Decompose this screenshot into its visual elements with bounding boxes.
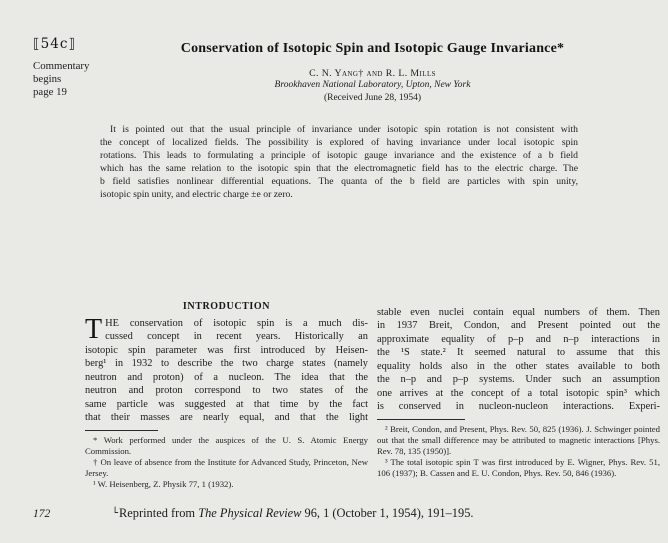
abstract xyxy=(100,123,578,202)
footnote: ¹ W. Heisenberg, Z. Physik 77, 1 (1932). xyxy=(93,478,234,489)
left-column-text xyxy=(85,314,368,425)
body-line: approximate equality of p–p and n–p interactions in xyxy=(377,333,660,345)
right-column xyxy=(377,301,660,490)
abstract-line: which has the same relation to the isotopic spin that the electromagnetic field has to the electric charge. The xyxy=(100,163,578,175)
reprint-suffix: 96, 1 (October 1, 1954), 191–195. xyxy=(301,506,474,520)
left-footnotes xyxy=(85,435,368,490)
body-line: stable even nuclei contain equal numbers of them. Then xyxy=(377,307,660,318)
page-number: 172 xyxy=(33,508,51,520)
body-line: one arrives at the concept of a total isotopic spin³ which xyxy=(377,387,660,399)
footnote: ³ The total isotopic spin T was first introduced by E. Wigner, Phys. Rev. 51, 106 (1937); B. Cassen and E. U. Condon, Phys. Rev. 50, 846 (1936). xyxy=(377,456,660,478)
body-line: neutron and proton) of a nucleon. The idea that the xyxy=(85,371,368,383)
abstract-line: It is pointed out that the usual principle of invariance under isotopic spin rotation is not consistent with xyxy=(110,124,578,135)
right-column-text xyxy=(377,306,660,414)
margin-note-line: begins xyxy=(33,73,62,85)
body-line: isotopic spin parameter was first introduced by Heisen- xyxy=(85,344,368,356)
received-date: (Received June 28, 1954) xyxy=(323,93,422,103)
body-line: neutron and proton correspond to two states of the xyxy=(85,385,368,397)
abstract-line: b field satisfies nonlinear differential equations. The quanta of the b field are particles with spin unity, xyxy=(100,176,578,188)
abstract-line: rotations. This leads to formulating a principle of isotopic gauge invariance and the existence of a b field xyxy=(100,150,578,162)
footnote: * Work performed under the auspices of the U. S. Atomic Energy Commission. xyxy=(85,434,368,456)
paper-affiliation: Brookhaven National Laboratory, Upton, New York xyxy=(274,80,471,90)
body-line: HE conservation of isotopic spin is a much dis- xyxy=(105,318,368,329)
reprint-journal-name: The Physical Review xyxy=(198,506,302,520)
paper-title: Conservation of Isotopic Spin and Isotopic Gauge Invariance* xyxy=(180,41,565,56)
abstract-line: the concept of localized fields. The possibility is explored of having invariance under local isotopic spin xyxy=(100,137,578,149)
left-column xyxy=(85,301,368,490)
right-footnotes xyxy=(377,424,660,479)
section-heading-introduction: INTRODUCTION xyxy=(182,301,271,312)
footer-line xyxy=(0,506,668,526)
paper-id: ⟦54c⟧ xyxy=(33,36,77,52)
drop-cap: T xyxy=(85,314,103,345)
reprint-prefix: Reprinted from xyxy=(119,506,199,520)
footnote: ² Breit, Condon, and Present, Phys. Rev. 50, 825 (1936). J. Schwinger pointed out that the small difference may be attributed to magnetic interactions [Phys. Rev. 78, 135 (1950)]. xyxy=(377,423,660,456)
margin-note-line: Commentary xyxy=(33,60,90,72)
body-line: berg¹ in 1932 to describe the two charge states (namely xyxy=(85,358,368,370)
paper-header xyxy=(85,41,660,103)
body-line: same particle was suggested at that time by the fact xyxy=(85,398,368,410)
body-line: equality holds also in the other states available to both xyxy=(377,360,660,372)
abstract-line: isotopic spin unity, and electric charge ±e or zero. xyxy=(100,189,293,201)
body-line: in 1937 Breit, Condon, and Present pointed out the xyxy=(377,320,660,332)
margin-note-line: page 19 xyxy=(33,86,67,98)
body-line: is conserved in nucleon-nucleon interactions. Experi- xyxy=(377,401,660,413)
body-line: cussed concept in recent years. Historically an xyxy=(105,331,368,343)
reprint-citation xyxy=(112,506,474,521)
footnote: † On leave of absence from the Institute for Advanced Study, Princeton, New Jersey. xyxy=(85,456,368,478)
reprint-corner-mark: └ xyxy=(112,508,119,519)
footnote-rule xyxy=(85,430,158,431)
body-line: that their masses are nearly equal, and that the light xyxy=(85,412,368,424)
paper-authors: C. N. Yang† and R. L. Mills xyxy=(309,68,436,79)
body-line: the n–p and p–p systems. Under such an assumption xyxy=(377,374,660,386)
footnote-rule xyxy=(377,419,465,420)
body-line: the ¹S state.² It seemed natural to assume that this xyxy=(377,347,660,359)
two-column-body xyxy=(85,301,660,490)
